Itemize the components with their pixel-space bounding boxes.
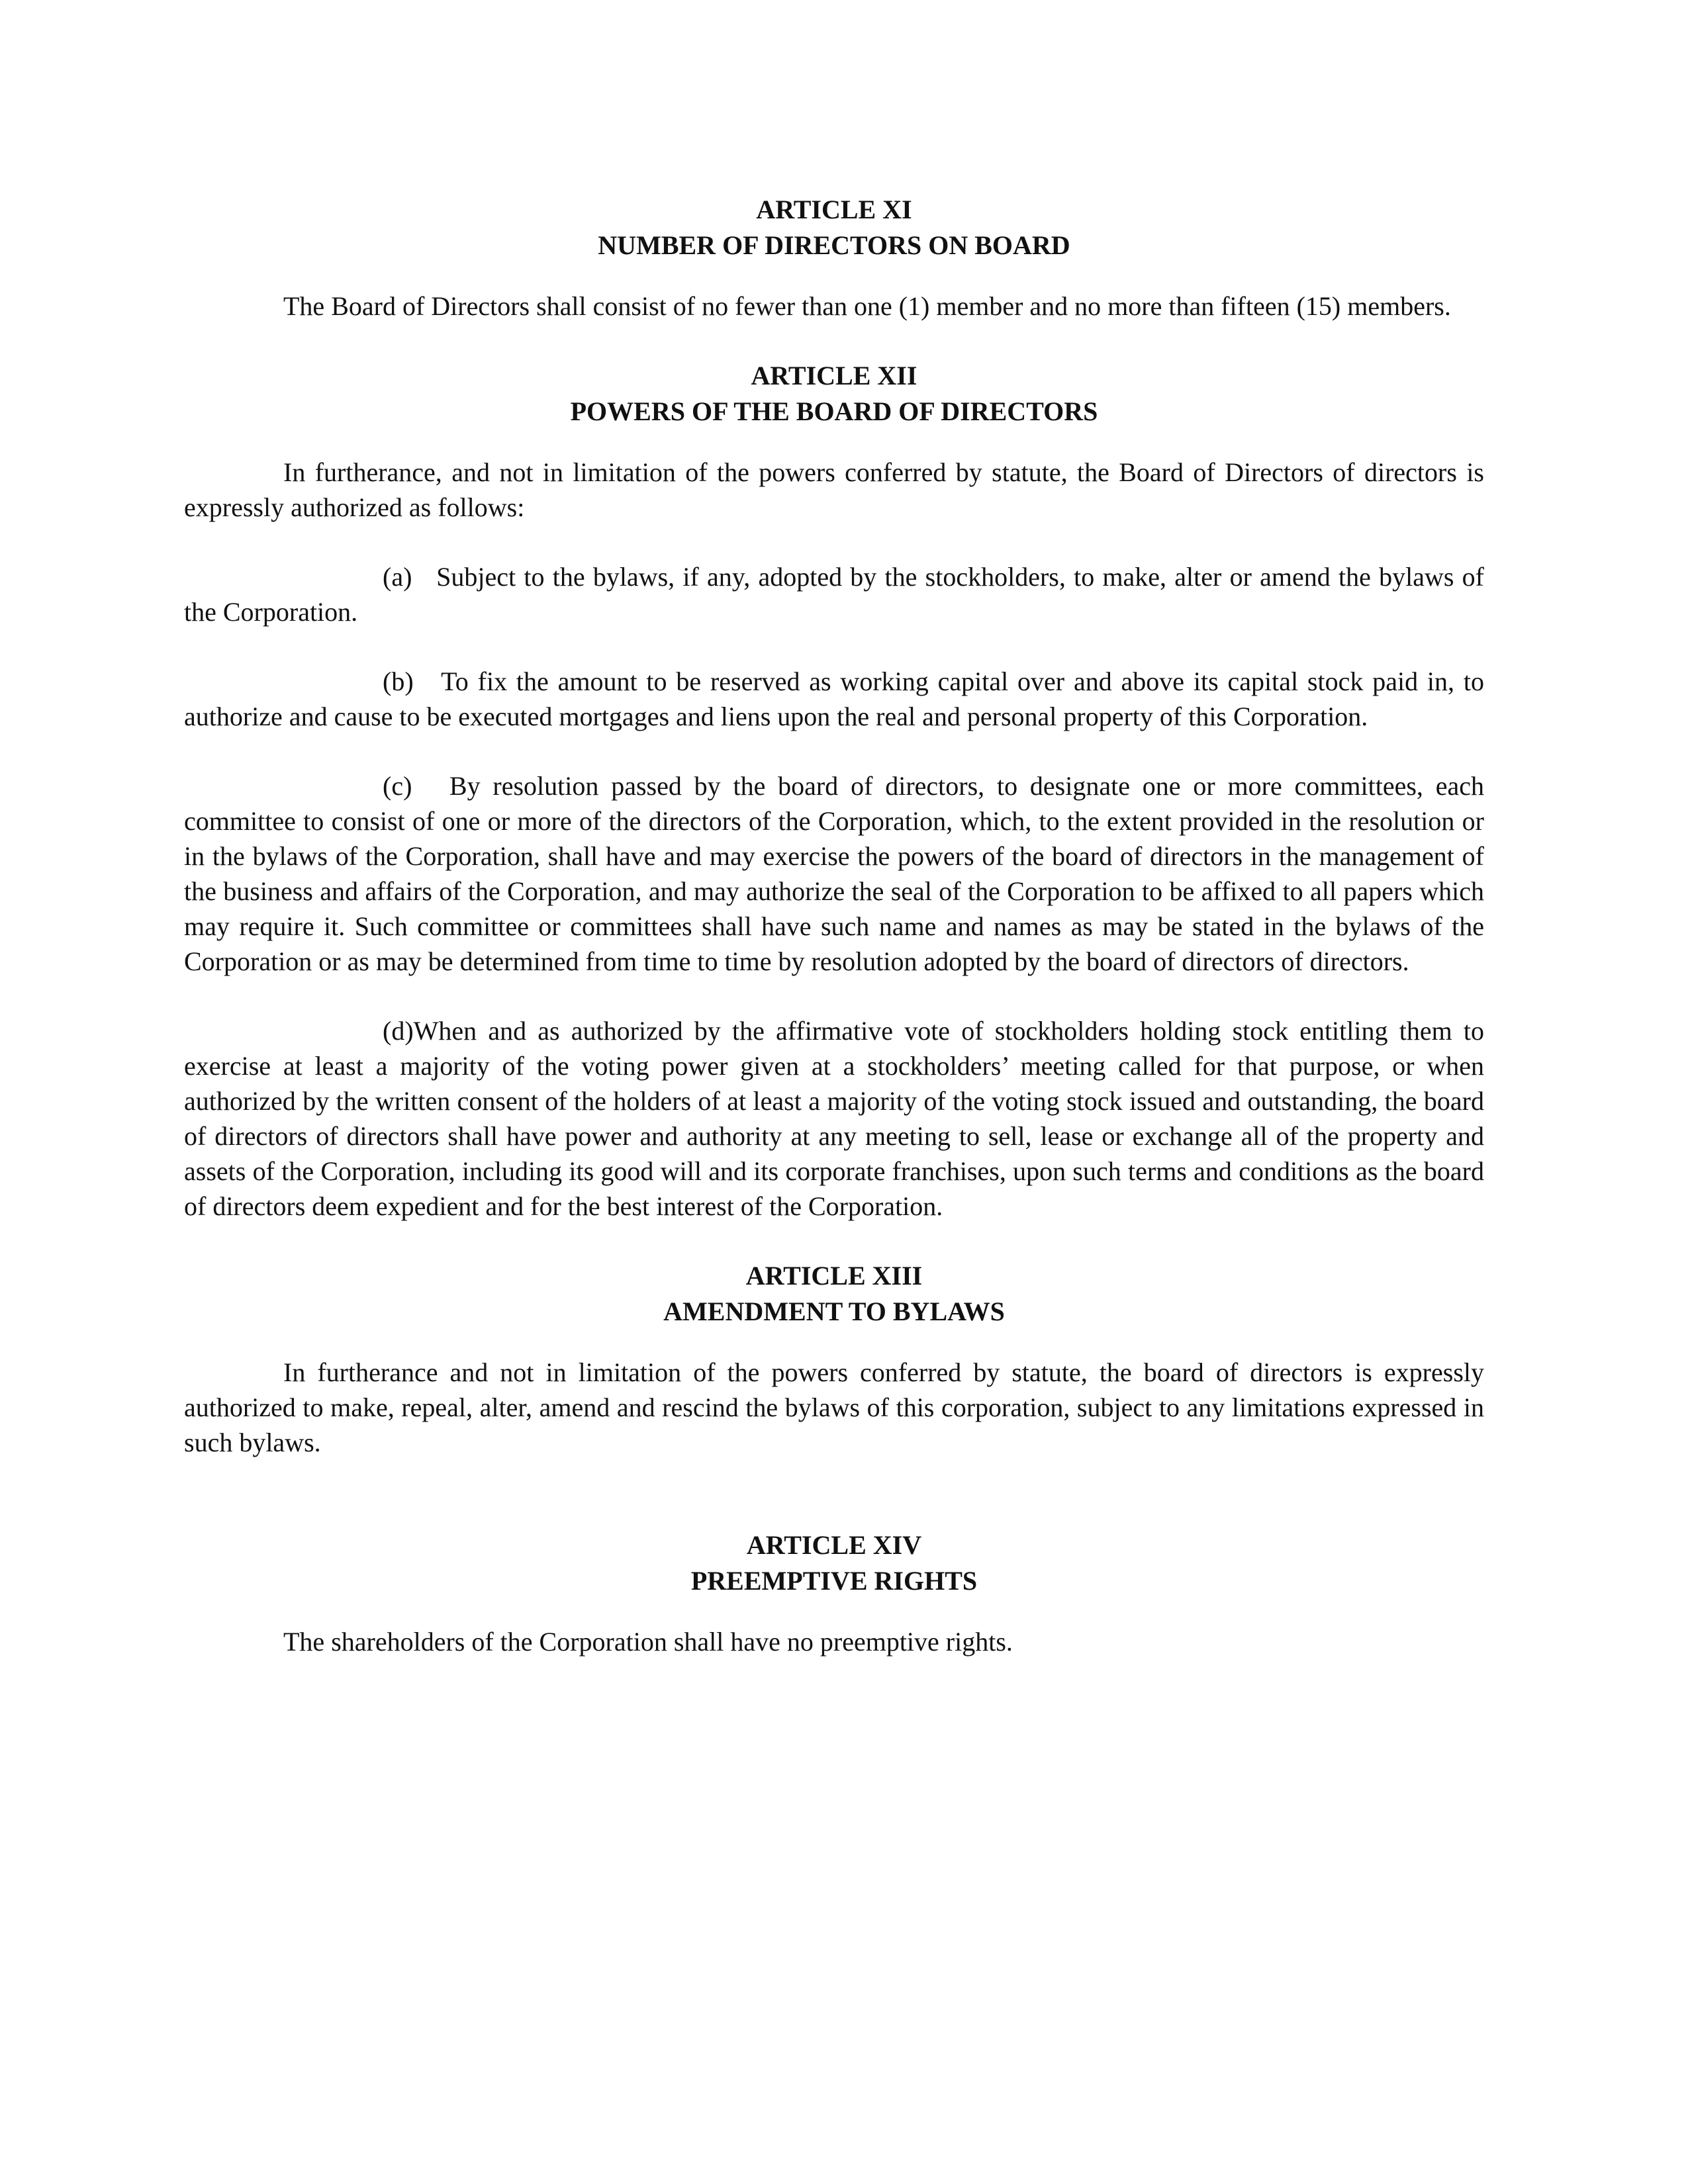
article-xi bbox=[184, 192, 1484, 324]
article-paragraph: The Board of Directors shall consist of no fewer than one (1) member and no more than fifteen (15) members. bbox=[283, 291, 1451, 321]
clause-a bbox=[184, 559, 1484, 629]
clause-text: By resolution passed by the board of directors, to designate one or more committees, each committee to consist of one or more of the directors of the Corporation, which, to the extent provided in the resolution or in the bylaws of the Corporation, shall have and may exercise the powers of the board of directors in the management of the business and affairs of the Corporation, and may authorize the seal of the Corporation to be affixed to all papers which may require it. Such committee or committees shall have such name and names as may be stated in the bylaws of the Corporation or as may be determined from time to time by resolution adopted by the board of directors of directors. bbox=[184, 771, 1485, 976]
clause-marker: (c) bbox=[383, 771, 412, 801]
article-title: AMENDMENT TO BYLAWS bbox=[663, 1297, 1005, 1326]
article-intro: In furtherance, and not in limitation of the powers conferred by statute, the Board of Directors of directors is expressly authorized as follows: bbox=[184, 457, 1484, 522]
article-xiv bbox=[184, 1527, 1484, 1659]
document-page bbox=[184, 192, 1484, 1659]
article-paragraph: In furtherance and not in limitation of the powers conferred by statute, the board of directors is expressly authorized to make, repeal, alter, amend and rescind the bylaws of this corporation, subject to any limitations expressed in such bylaws. bbox=[184, 1357, 1484, 1457]
clause-text: When and as authorized by the affirmative vote of stockholders holding stock entitling them to exercise at least a majority of the voting power given at a stockholders’ meeting called for that purpose, or when authorized by the written consent of the holders of at least a majority of the voting stock issued and outstanding, the board of directors of directors shall have power and authority at any meeting to sell, lease or exchange all of the property and assets of the Corporation, including its good will and its corporate franchises, upon such terms and conditions as the board of directors deem expedient and for the best interest of the Corporation. bbox=[184, 1016, 1484, 1221]
clause-c bbox=[184, 768, 1484, 979]
article-paragraph: The shareholders of the Corporation shall have no preemptive rights. bbox=[283, 1627, 1013, 1657]
clause-text: Subject to the bylaws, if any, adopted by the stockholders, to make, alter or amend the bylaws of the Corporation. bbox=[184, 562, 1485, 627]
article-number: ARTICLE XI bbox=[756, 195, 912, 224]
clause-marker: (b) bbox=[383, 666, 414, 696]
clause-marker: (a) bbox=[383, 562, 412, 592]
article-title: PREEMPTIVE RIGHTS bbox=[690, 1566, 978, 1596]
article-number: ARTICLE XIV bbox=[746, 1530, 922, 1560]
clause-marker: (d) bbox=[383, 1016, 414, 1046]
article-title: POWERS OF THE BOARD OF DIRECTORS bbox=[570, 396, 1098, 426]
article-title: NUMBER OF DIRECTORS ON BOARD bbox=[598, 230, 1070, 260]
article-number: ARTICLE XIII bbox=[745, 1261, 923, 1291]
article-xiii bbox=[184, 1258, 1484, 1460]
article-xii bbox=[184, 358, 1484, 1224]
clause-b bbox=[184, 664, 1484, 734]
clause-d bbox=[184, 1013, 1484, 1224]
article-number: ARTICLE XII bbox=[751, 361, 917, 390]
clause-text: To fix the amount to be reserved as working capital over and above its capital stock paid in, to authorize and cause to be executed mortgages and liens upon the real and personal property of this Corporation. bbox=[184, 666, 1484, 731]
